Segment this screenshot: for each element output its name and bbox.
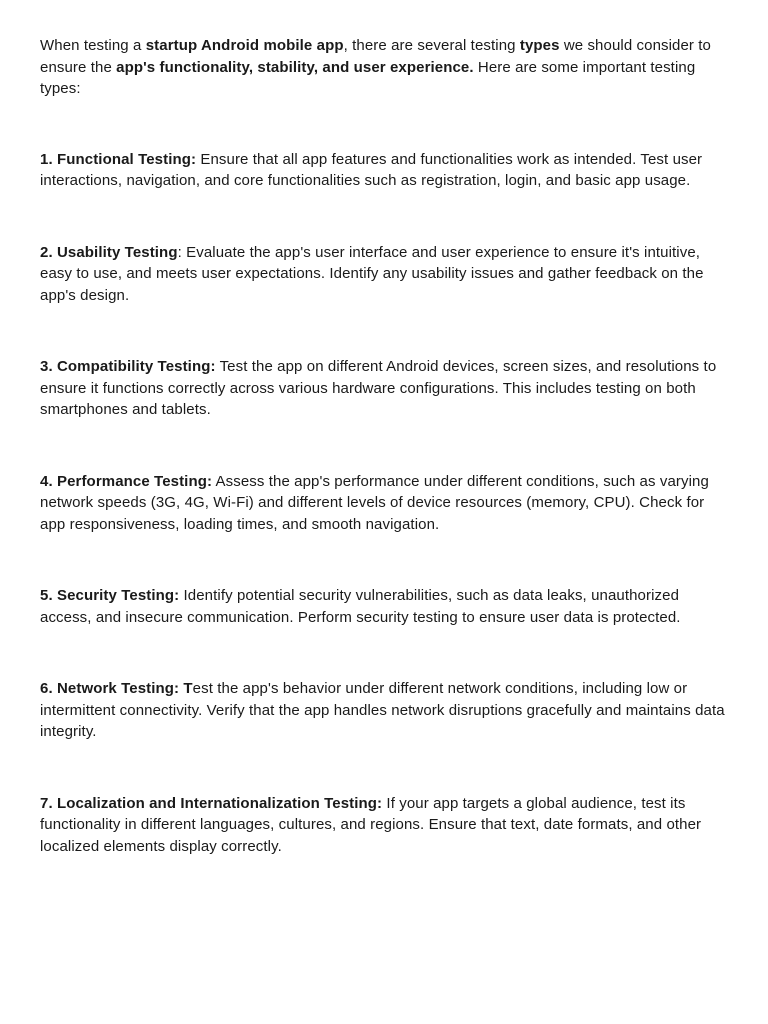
intro-bold-app: startup Android mobile app	[145, 37, 344, 54]
intro-paragraph	[40, 35, 730, 100]
intro-text-2: , there are several testing	[343, 37, 520, 54]
item-heading: 5. Security Testing:	[40, 587, 180, 604]
item-heading: 6. Network Testing: T	[40, 680, 193, 697]
testing-type-compatibility	[40, 356, 730, 421]
testing-type-performance	[40, 471, 730, 536]
item-body: Assess the app's performance under different conditions, such as varying network speeds (3G, 4G, Wi-Fi) and different levels of device resources (memory, CPU). Check for app responsiveness, loading times, and smooth navigation.	[40, 472, 709, 533]
testing-type-network	[40, 678, 730, 743]
item-body: est the app's behavior under different network conditions, including low or intermittent connectivity. Verify that the app handles network disruptions gracefully and maintains data integrity.	[40, 680, 725, 740]
item-body: Ensure that all app features and functionalities work as intended. Test user interactions, navigation, and core functionalities such as registration, login, and basic app usage.	[40, 150, 703, 189]
intro-text-1: When testing a	[40, 37, 146, 54]
testing-type-functional	[40, 149, 730, 192]
intro-bold-qualities: app's functionality, stability, and user experience.	[116, 58, 474, 76]
item-heading: 1. Functional Testing:	[40, 150, 197, 168]
intro-bold-types: types	[519, 37, 560, 54]
item-body: If your app targets a global audience, test its functionality in different languages, cultures, and regions. Ensure that text, date formats, and other localized elements display correctly.	[40, 794, 702, 855]
item-body: : Evaluate the app's user interface and user experience to ensure it's intuitive, easy to use, and meets user expectations. Identify any usability issues and gather feedback on the app's design.	[40, 243, 704, 304]
item-body: Identify potential security vulnerabilities, such as data leaks, unauthorized access, and insecure communication. Perform security testing to ensure user data is protected.	[40, 587, 681, 626]
item-heading: 4. Performance Testing:	[40, 472, 213, 490]
testing-type-usability	[40, 242, 730, 307]
intro-text-4: Here are some important testing types:	[40, 58, 696, 97]
testing-type-security	[40, 585, 730, 628]
item-body: Test the app on different Android devices, screen sizes, and resolutions to ensure it functions correctly across various hardware configurations. This includes testing on both smartphones and tablets.	[40, 358, 717, 418]
testing-type-localization	[40, 793, 730, 858]
item-heading: 7. Localization and Internationalization Testing:	[40, 794, 383, 812]
item-heading: 2. Usability Testing	[40, 243, 178, 261]
item-heading: 3. Compatibility Testing:	[40, 358, 216, 375]
intro-text-3: we should consider to ensure the	[40, 37, 711, 76]
